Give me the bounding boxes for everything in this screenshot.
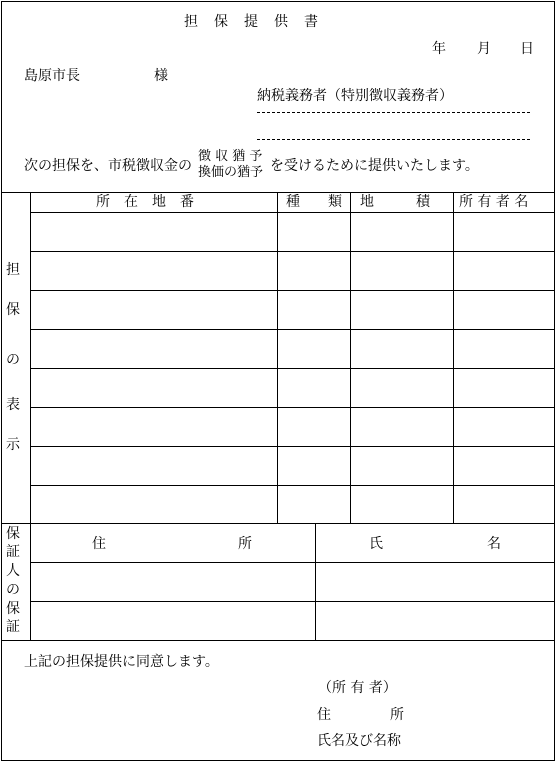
collateral-row-line [30,485,554,486]
request-suffix: を受けるために提供いたします。 [270,158,479,174]
collateral-header-border [30,212,554,213]
consent-text: 上記の担保提供に同意します。 [24,654,219,670]
guarantor-bottom-border [1,640,554,641]
collateral-side-label-char: 保 [6,302,20,318]
collateral-header-owner: 所 有 者 名 [459,194,529,210]
form-border [1,1,555,761]
collateral-row-line [30,251,554,252]
collateral-header-area: 地 積 [360,194,430,210]
guarantor-header-border [30,562,554,563]
collateral-row-line [30,407,554,408]
guarantor-side-label-char: 証 [6,619,20,635]
request-option-2: 換価の猶予 [198,165,264,180]
consent-address-label-2: 所 [390,707,404,723]
consent-address-label-1: 住 [317,707,331,723]
guarantor-side-label-char: 保 [6,601,20,617]
taxpayer-label: 納税義務者（特別徴収義務者） [257,88,453,104]
date-year-label: 年 [432,41,446,57]
consent-owner-label: （所 有 者） [318,680,397,696]
addressee-mayor: 島原市長 [24,68,80,84]
collateral-side-label-char: の [6,352,20,368]
collateral-side-label-char: 示 [6,437,20,453]
date-month-label: 月 [477,41,491,57]
collateral-row-line [30,329,554,330]
guarantor-header-address-1: 住 [92,536,106,552]
taxpayer-signature-line-1[interactable] [257,112,530,113]
consent-name-label: 氏名及び名称 [317,733,401,749]
collateral-side-divider [30,192,31,523]
taxpayer-signature-line-2[interactable] [257,139,530,140]
form-title: 担 保 提 供 書 [184,14,319,30]
collateral-row-line [30,368,554,369]
guarantor-row-line [30,601,554,602]
collateral-side-label-char: 担 [6,262,20,278]
guarantor-side-label-char: 証 [6,544,20,560]
collateral-header-location: 所 在 地 番 [96,194,194,210]
request-prefix: 次の担保を、市税徴収金の [24,158,192,174]
collateral-col-divider-1 [277,192,278,523]
addressee-honorific: 様 [154,68,168,84]
collateral-header-type: 種 類 [286,194,342,210]
guarantor-header-address-2: 所 [238,536,252,552]
date-day-label: 日 [520,41,534,57]
collateral-row-line [30,446,554,447]
guarantor-top-border [1,523,554,524]
collateral-col-divider-2 [350,192,351,523]
guarantor-col-divider [315,523,316,640]
guarantor-side-label-char: 保 [6,526,20,542]
collateral-row-line [30,290,554,291]
guarantor-side-label-char: の [6,582,20,598]
guarantor-side-divider [30,523,31,640]
request-option-1: 徴 収 猶 予 [198,149,263,164]
guarantor-side-label-char: 人 [6,563,20,579]
collateral-side-label-char: 表 [6,397,20,413]
guarantor-header-name-2: 名 [487,536,501,552]
collateral-col-divider-3 [453,192,454,523]
guarantor-header-name-1: 氏 [369,536,383,552]
